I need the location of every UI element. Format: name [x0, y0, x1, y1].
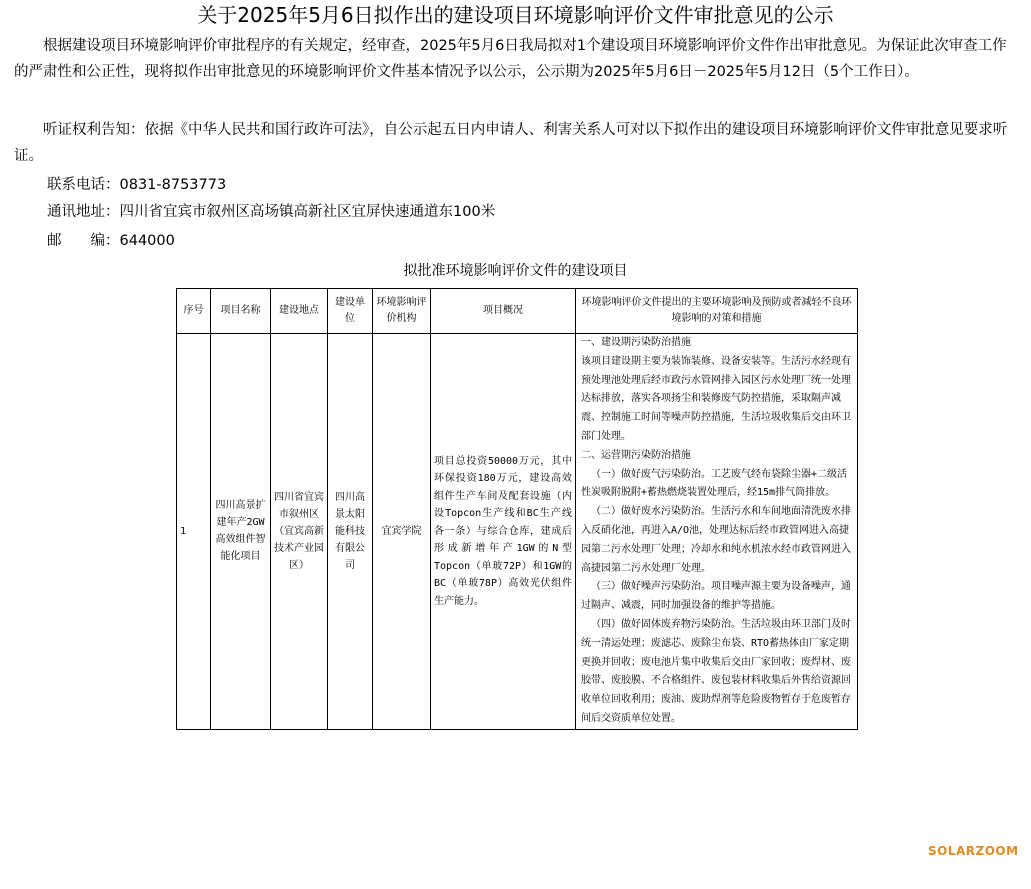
header-measures: 环境影响评价文件提出的主要环境影响及预防或者减轻不良环境影响的对策和措施 — [576, 289, 858, 334]
header-overview: 项目概况 — [431, 289, 576, 334]
measure-water: （二）做好废水污染防治。生活污水和车间地面清洗废水排入反硝化池，再进入A/O池，处理达标后经市政管网进入高捷园第二污水处理厂处理；冷却水和纯水机浓水经市政管网进入高捷园第二污水处理厂处理。 — [581, 506, 851, 574]
measure-solid: （四）做好固体废弃物污染防治。生活垃圾由环卫部门及时统一清运处理；废滤芯、废除尘布袋、RTO蓄热体由厂家定期更换并回收；废电池片集中收集后交由厂家回收；废焊材、废胶带、废胶膜、不合格组件、废包装材料收集后外售给资源回收单位回收利用；废油、废助焊剂等危险废物暂存于危废暂存间后交资质单位处置。 — [581, 618, 851, 724]
postcode-value: 644000 — [119, 233, 175, 249]
header-unit: 建设单位 — [328, 289, 373, 334]
construction-heading: 一、建设期污染防治措施 — [581, 337, 691, 348]
measure-noise: （三）做好噪声污染防治。项目噪声源主要为设备噪声，通过隔声、减震，同时加强设备的维护等措施。 — [581, 581, 851, 612]
table-row — [177, 334, 858, 730]
header-location: 建设地点 — [271, 289, 328, 334]
cell-unit: 四川高景太阳能科技有限公司 — [328, 334, 373, 730]
cell-name: 四川高景扩建年产2GW高效组件智能化项目 — [211, 334, 271, 730]
header-no: 序号 — [177, 289, 211, 334]
contact-address: 通讯地址：四川省宜宾市叙州区高场镇高新社区宜屏快速通道东100米 — [47, 204, 496, 220]
cell-no: 1 — [177, 334, 211, 730]
cell-location: 四川省宜宾市叙州区（宜宾高新技术产业园区） — [271, 334, 328, 730]
contact-postcode — [47, 228, 175, 254]
projects-table — [176, 288, 858, 730]
contact-phone: 联系电话：0831-8753773 — [47, 177, 227, 193]
table-header-row — [177, 289, 858, 334]
watermark-logo: SOLARZOOM — [928, 844, 1019, 858]
page-title: 关于2025年5月6日拟作出的建设项目环境影响评价文件审批意见的公示 — [197, 3, 834, 27]
cell-measures — [576, 334, 858, 730]
table-caption: 拟批准环境影响评价文件的建设项目 — [403, 263, 628, 279]
header-agency: 环境影响评价机构 — [373, 289, 431, 334]
construction-text: 该项目建设期主要为装饰装修、设备安装等。生活污水经现有预处理池处理后经市政污水管网排入园区污水处理厂统一处理达标排放，落实各项扬尘和装修废气防控措施，采取隔声减震、控制施工时间等噪声防控措施，生活垃圾收集后交由环卫部门处理。 — [581, 355, 851, 442]
cell-overview: 项目总投资50000万元，其中环保投资180万元，建设高效组件生产车间及配套设施（内设Topcon生产线和BC生产线各一条）与综合仓库，建成后形成新增年产1GW的N型Topcon（单玻72P）和1GW的BC（单玻78P）高效光伏组件生产能力。 — [431, 334, 576, 730]
cell-agency: 宜宾学院 — [373, 334, 431, 730]
intro-paragraph: 根据建设项目环境影响评价审批程序的有关规定，经审查，2025年5月6日我局拟对1个建设项目环境影响评价文件作出审批意见。为保证此次审查工作的严肃性和公正性，现将拟作出审批意见的环境影响评价文件基本情况予以公示，公示期为2025年5月6日－2025年5月12日（5个工作日）。 — [14, 38, 1007, 80]
hearing-notice-paragraph: 听证权利告知：依据《中华人民共和国行政许可法》，自公示起五日内申请人、利害关系人可对以下拟作出的建设项目环境影响评价文件审批意见要求听证。 — [14, 122, 1008, 164]
header-name: 项目名称 — [211, 289, 271, 334]
operation-heading: 二、运营期污染防治措施 — [581, 449, 691, 461]
measure-gas: （一）做好废气污染防治。工艺废气经布袋除尘器+二级活性炭吸附脱附+蓄热燃烧装置处理后，经15m排气筒排放。 — [581, 468, 848, 499]
postcode-label: 邮 编： — [47, 233, 120, 249]
